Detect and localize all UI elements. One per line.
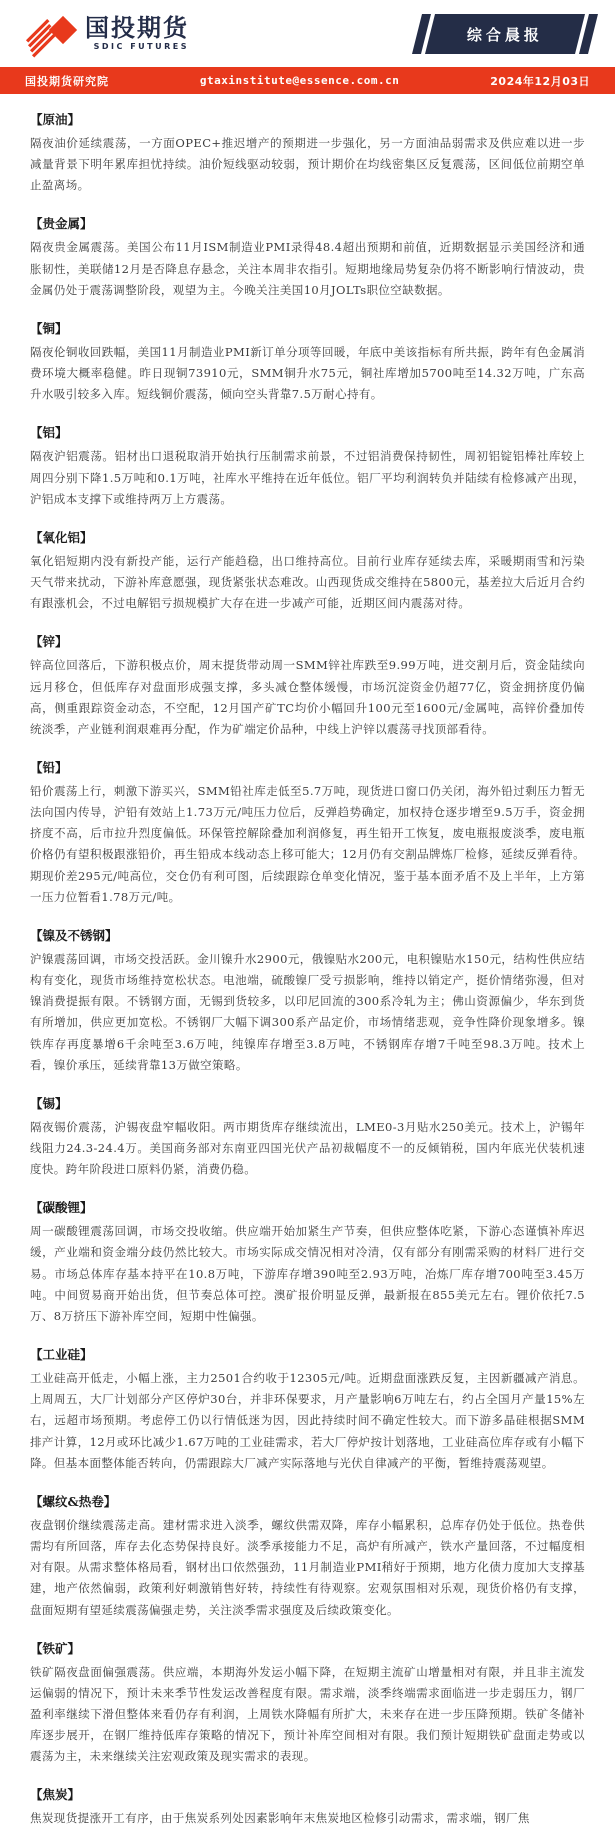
section-text: 铅价震荡上行，刺激下游买兴，SMM铅社库走低至5.7万吨，现货进口窗口仍关闭，海外铅过剩压力暂无法向国内传导，沪铅有效站上1.73万元/吨压力位后，反弹趋势确定，加权持仓逐步增至9.5万手，资金拥挤度不高，后市拉升烈度偏低。环保管控解除叠加利润修复，再生铅开工恢复，废电瓶报废淡季，废电瓶价格仍有望积极跟涨铅价，再生铅成本线动态上移可能大；12月仍有交割品牌炼厂检修，延续反弹看待。期现价差295元/吨高位，交仓仍有利可图，后续跟踪仓单变化情况，鉴于基本面矛盾不及上半年，上方第一压力位暂看1.78万元/吨。	[30, 783, 585, 904]
report-section	[30, 1198, 585, 1327]
section-title: 【贵金属】	[30, 216, 93, 232]
badge-label: 综合晨报	[466, 25, 543, 43]
report-section	[30, 528, 585, 614]
section-title: 【铁矿】	[30, 1640, 81, 1656]
report-section	[30, 319, 585, 405]
section-title: 【镍及不锈钢】	[30, 927, 118, 943]
section-text: 锌高位回落后，下游积极点价，周末提货带动周一SMM锌社库跌至9.99万吨，进交割月后，资金陆续向远月移仓，但低库存对盘面形成强支撑，多头减仓整体缓慢，市场沉淀资金仍超77亿，资金拥挤度仍偏高，侧重跟踪资金动态，不空配，12月国产矿TC均价小幅回升100元至1600元/金属吨，高锌价叠加传统淡季，产业链利润艰难再分配，作为矿端定价品种，中线上沪锌以震荡寻找顶部看待。	[30, 658, 585, 736]
section-text: 隔夜贵金属震荡。美国公布11月ISM制造业PMI录得48.4超出预期和前值，近期数据显示美国经济和通胀韧性，美联储12月是否降息存悬念，关注本周非农指引。短期地缘局势复杂仍将不断影响行情波动，贵金属仍处于震荡调整阶段，观望为主。今晚关注美国10月JOLTs职位空缺数据。	[30, 240, 585, 297]
brand-block	[25, 13, 189, 55]
report-section	[30, 1094, 585, 1180]
section-text: 氧化铝短期内没有新投产能，运行产能趋稳，出口维持高位。目前行业库存延续去库，采暖期雨雪和污染天气带来扰动，下游补库意愿强，现货紧张状态难改。山西现货成交维持在5800元，基差拉大后近月合约有跟涨机会，不过电解铝亏损规模扩大存在进一步减产可能，近期区间内震荡对待。	[30, 553, 585, 611]
brand-name-en: SDIC FUTURES	[93, 42, 189, 51]
report-section	[30, 1785, 585, 1826]
section-title: 【氧化铝】	[30, 529, 93, 545]
info-bar	[0, 67, 615, 94]
section-text: 铁矿隔夜盘面偏强震荡。供应端，本期海外发运小幅下降，在短期主流矿山增量相对有限，并且非主流发运偏弱的情况下，预计未来季节性发运改善程度有限。需求端，淡季终端需求面临进一步走弱压力，钢厂盈利率继续下滑但整体来看仍存有利润，上周铁水降幅有所扩大，未来存在进一步压降预期。铁矿冬储补库逐步展开，在钢厂维持低库存策略的情况下，预计补库空间相对有限。我们预计短期铁矿盘面走势或以震荡为主，未来继续关注宏观政策及现实需求的表现。	[30, 1664, 585, 1764]
section-text: 周一碳酸锂震荡回调，市场交投收缩。供应端开始加紧生产节奏，但供应整体吃紧，下游心态谨慎补库迟缓，产业端和资金端分歧仍然比较大。市场实际成交情况相对冷清，仅有部分有刚需采购的材料厂进行交易。市场总体库存基本持平在10.8万吨，下游库存增390吨至2.93万吨，冶炼厂库存增700吨至3.45万吨。中间贸易商开始出货，但节奏总体可控。澳矿报价明显反弹，最新报在855美元左右。锂价依托7.5万、8万挤压下游补库空间，短期中性偏强。	[30, 1224, 585, 1323]
section-title: 【碳酸锂】	[30, 1200, 93, 1216]
section-title: 【锡】	[30, 1095, 68, 1111]
report-header	[0, 0, 615, 67]
report-section	[30, 632, 585, 740]
section-title: 【铜】	[30, 320, 68, 336]
brand-name-cn: 国投期货	[85, 14, 189, 42]
brand-text	[85, 16, 189, 51]
section-text: 工业硅高开低走，小幅上涨，主力2501合约收于12305元/吨。近期盘面涨跌反复，主因新疆减产消息。上周周五，大厂计划部分产区停炉30台，并非环保要求，月产量影响6万吨左右，约占全国月产量15%左右，远超市场预期。考虑停工仍以行情低迷为因，因此持续时间不确定性较大。而下游多晶硅根据SMM排产计算，12月或环比减少1.67万吨的工业硅需求，若大厂停炉按计划落地，工业硅高位库存或有小幅下降。但基本面整体能否转向，仍需跟踪大厂减产实际落地与光伏自律减产的平衡，暂维持震荡观望。	[30, 1371, 585, 1470]
institute-name: 国投期货研究院	[25, 74, 109, 88]
section-title: 【工业硅】	[30, 1347, 93, 1363]
report-section	[30, 758, 585, 908]
report-section	[30, 214, 585, 300]
section-text: 隔夜沪铝震荡。铝材出口退税取消开始执行压制需求前景，不过铝消费保持韧性，周初铝锭铝棒社库较上周四分别下降1.5万吨和0.1万吨，社库水平维持在近年低位。铝厂平均利润转负并陆续有检修减产出现，沪铝成本支撑下或维持两万上方震荡。	[30, 449, 585, 506]
section-title: 【锌】	[30, 634, 68, 650]
report-type-badge	[417, 14, 593, 54]
report-section	[30, 110, 585, 196]
report-section	[30, 423, 585, 509]
section-text: 隔夜伦铜收回跌幅，美国11月制造业PMI新订单分项等回暖，年底中美该指标有所共振，跨年有色金属消费环境大概率稳健。昨日现铜73910元，SMM铜升水75元，铜社库增加5700吨至14.32万吨，广东高升水吸引较多入库。短线铜价震荡，倾向空头背靠7.5万耐心持有。	[30, 344, 585, 402]
section-title: 【原油】	[30, 112, 81, 127]
section-text: 沪镍震荡回调，市场交投活跃。金川镍升水2900元，俄镍贴水200元，电积镍贴水150元，结构性供应结构有变化，现货市场维持宽松状态。电池端，硫酸镍厂受亏损影响，维持以销定产，挺价情绪弥漫，但对镍消费提振有限。不锈钢方面，无锡到货较多，以印尼回流的300系冷轧为主；佛山资源偏少，华东到货有所增加，供应更加宽松。不锈钢厂大幅下调300系产品定价，市场情绪悲观，竞争性降价现象增多。镍铁库存再度暴增6千余吨至3.6万吨，纯镍库存增至3.8万吨，不锈钢库存增7千吨至98.3万吨。技术上看，镍价承压，延续背靠13万做空策略。	[30, 951, 585, 1072]
section-text: 隔夜油价延续震荡，一方面OPEC+推迟增产的预期进一步强化，另一方面油品弱需求及供应难以进一步减量背景下明年累库担忧持续。油价短线驱动较弱，预计期价在均线密集区反复震荡，区间低位前期空单止盈离场。	[30, 136, 585, 193]
report-section	[30, 1345, 585, 1474]
section-title: 【焦炭】	[30, 1787, 81, 1803]
badge-body	[425, 14, 585, 54]
section-text: 焦炭现货提涨开工有序，由于焦炭系列处因素影响年末焦炭地区检修引动需求，需求端，钢厂焦	[30, 1811, 530, 1826]
report-date: 2024年12月03日	[490, 74, 590, 88]
section-text: 隔夜锡价震荡，沪锡夜盘窄幅收阳。两市期货库存继续流出，LME0-3月贴水250美元。技术上，沪锡年线阻力24.3-24.4万。美国商务部对东南亚四国光伏产品初裁幅度不一的反倾销税，国内年底光伏装机速度快。跨年阶段进口原料仍紧，消费仍稳。	[30, 1119, 585, 1177]
contact-email: gtaxinstitute@essence.com.cn	[199, 74, 400, 87]
report-section	[30, 1492, 585, 1621]
section-title: 【铝】	[30, 425, 68, 441]
report-section	[30, 926, 585, 1076]
section-title: 【螺纹&热卷】	[30, 1493, 117, 1509]
section-text: 夜盘钢价继续震荡走高。建材需求进入淡季，螺纹供需双降，库存小幅累积，总库存仍处于低位。热卷供需均有所回落，库存去化态势保持良好。淡季承接能力不足，高炉有所减产，铁水产量回落，不过幅度相对有限。从需求整体格局看，钢材出口依然强劲，11月制造业PMI稍好于预期，地方化债力度加大支撑基建，地产依然偏弱，政策利好刺激销售好转，持续性有待观察。宏观氛围相对乐观，现货价格仍有支撑，盘面短期有望延续震荡偏强走势，关注淡季需求强度及后续政策变化。	[30, 1517, 585, 1617]
report-body	[0, 94, 615, 1826]
report-section	[30, 1639, 585, 1768]
sdic-logo-icon	[25, 13, 77, 55]
section-title: 【铅】	[30, 759, 68, 775]
